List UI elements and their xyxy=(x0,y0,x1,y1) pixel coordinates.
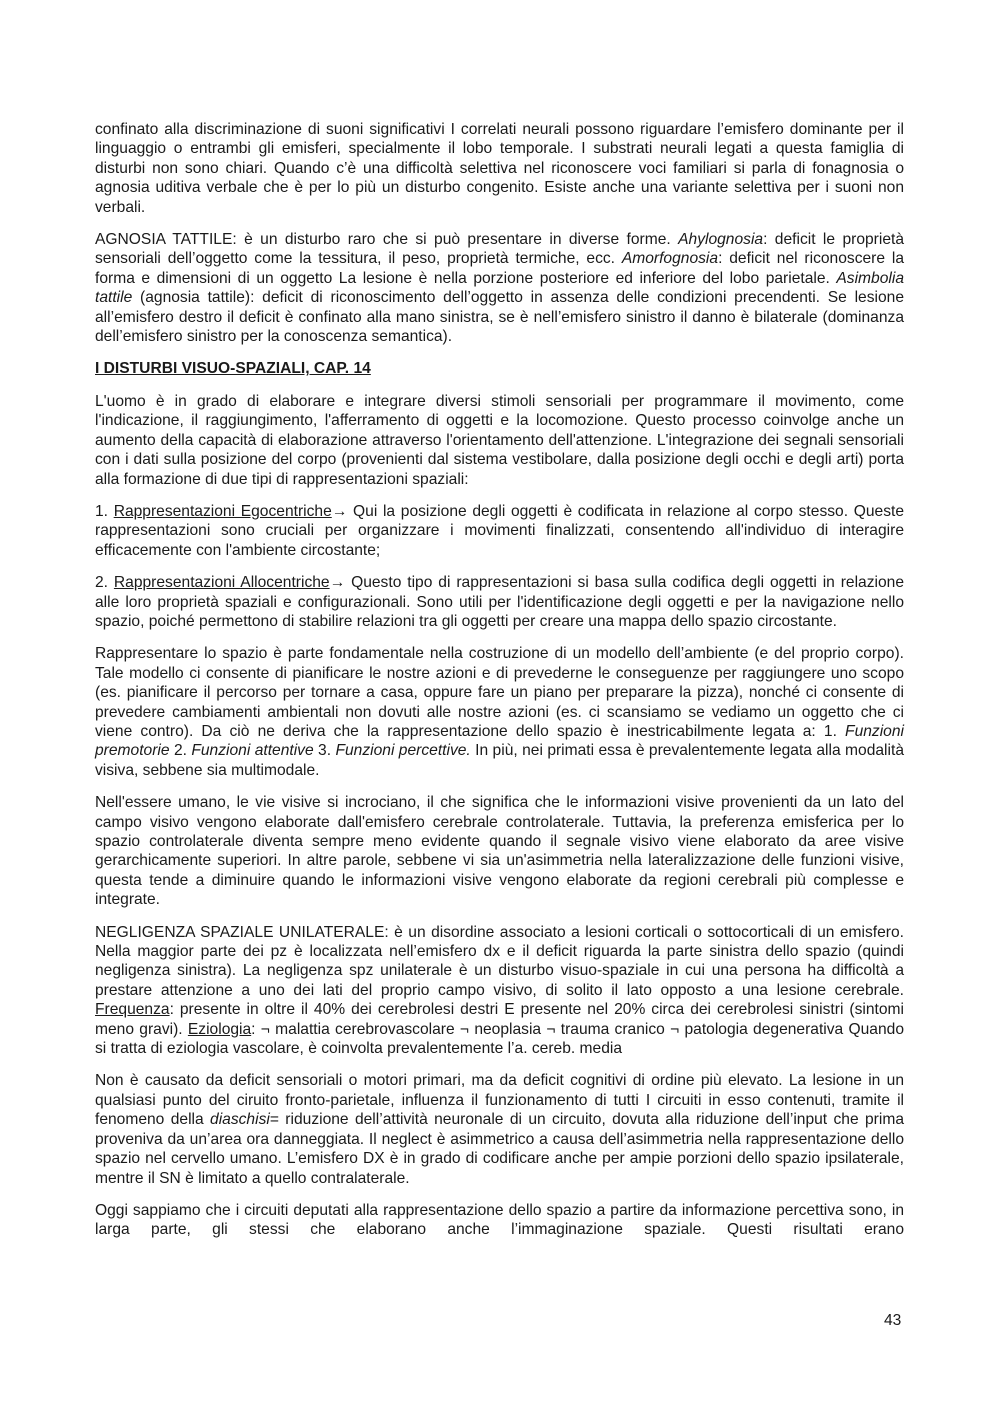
paragraph-tactile-agnosia xyxy=(95,230,904,346)
term-diaschisi: diaschisi xyxy=(210,1111,270,1129)
text-run: Rappresentare lo spazio è parte fondamentale nella costruzione di un modello dell’ambiente (e del proprio corpo). Tale modello ci consente di pianificare le nostre azioni e di prevederne le conseguenze per raggiungere uno scopo (es. pianificare il percorso per tornare a casa, oppure fare un piano per preparare la pizza), nonché ci consente di prevedere cambiamenti ambientali non dovuti alle nostre azioni (es. ci scansiamo se vediamo un oggetto che ci viene contro). Da ciò ne deriva che la rappresentazione dello spazio è inestricabilmente legata a: 1. xyxy=(95,645,904,740)
paragraph-diaschisi xyxy=(95,1071,904,1187)
page-number: 43 xyxy=(884,1312,902,1329)
text-run: Qui la posizione degli oggetti è codificata in relazione al corpo stesso. Queste rappresentazioni sono cruciali per organizzare i movimenti finalizzati, consentendo all'individuo di interagire efficacemente con l'ambiente circostante; xyxy=(95,502,904,559)
text-run: : ¬ malattia cerebrovascolare ¬ neoplasia ¬ trauma cranico ¬ patologia degenerativa Quando si tratta di eziologia vascolare, è coinvolta prevalentemente l’a. cereb. media xyxy=(95,1020,904,1058)
term-allocentric: Rappresentazioni Allocentriche xyxy=(113,574,330,592)
term-ahylognosia: Ahylognosia xyxy=(678,231,764,249)
paragraph-space-representation xyxy=(95,644,904,780)
text-run: (agnosia tattile): deficit di riconoscimento dell’oggetto in assenza delle condizioni precendenti. Se lesione all’emisfero destro il deficit è confinato alla mano sinistra, se è nell’emisfero sinistro il danno è bilaterale (dominanza dell’emisfero sinistro per la conoscenza semantica). xyxy=(95,289,904,346)
text-run: : deficit le proprietà sensoriali dell’oggetto come la tessitura, il peso, proprietà termiche, ecc. xyxy=(95,231,904,268)
text-run: 3. xyxy=(313,742,336,760)
term-egocentric: Rappresentazioni Egocentriche xyxy=(113,502,332,520)
text-run: 2. xyxy=(169,742,192,760)
term-premotor: Funzioni premotorie xyxy=(95,722,904,760)
term-asimbolia-tattile: Asimbolia tattile xyxy=(95,269,904,307)
paragraph-auditory-agnosia: confinato alla discriminazione di suoni significativi I correlati neurali possono riguardare l’emisfero dominante per il linguaggio o entrambi gli emisferi, specialmente il lobo temporale. I substrati neurali legati a questa famiglia di disturbi non sono chiari. Quando c’è una difficoltà selettiva nel riconoscere voci familiari si parla di fonagnosia o agnosia uditiva verbale che è per lo più un disturbo congenito. Esiste anche una variante selettiva per i suoni non verbali. xyxy=(95,121,904,216)
section-heading: I DISTURBI VISUO-SPAZIALI, CAP. 14 xyxy=(95,360,371,378)
text-run: In più, nei primati essa è prevalentemente legata alla modalità visiva, sebbene sia multimodale. xyxy=(95,742,904,779)
list-number: 1. xyxy=(95,502,114,520)
term-perceptive: Funzioni percettive. xyxy=(335,742,471,760)
text-run: : presente in oltre il 40% dei cerebrolesi destri E presente nel 20% circa dei cerebrolesi sinistri (sintomi meno gravi). xyxy=(95,1001,904,1038)
term-frequenza: Frequenza xyxy=(95,1001,170,1019)
text-run: Non è causato da deficit sensoriali o motori primari, ma da deficit cognitivi di ordine più elevato. La lesione in un qualsiasi punto del ciruito fronto-parietale, influenza il funzionamento di tutti I circuiti in esso contenuti, tramite il fenomeno della xyxy=(95,1072,904,1129)
arrow-icon: → xyxy=(329,574,346,592)
term-eziologia: Eziologia xyxy=(187,1020,252,1038)
paragraph-sensory-integration: L'uomo è in grado di elaborare e integrare diversi stimoli sensoriali per programmare il movimento, come l'indicazione, il raggiungimento, l'afferramento di oggetti e la locomozione. Questo processo coinvolge anche un aumento della capacità di elaborazione attraverso l'orientamento dell'attenzione. L'integrazione dei segnali sensoriali con i dati sulla posizione del corpo (provenienti dal sistema vestibolare, dalla posizione degli occhi e degli arti) porta alla formazione di due tipi di rappresentazioni spaziali: xyxy=(95,392,904,488)
list-number: 2. xyxy=(95,574,114,592)
paragraph-spatial-imagination: Oggi sappiamo che i circuiti deputati alla rappresentazione dello spazio a partire da informazione percettiva sono, in larga parte, gli stessi che elaborano anche l’immaginazione spaziale. Questi risultati erano xyxy=(95,1201,904,1239)
paragraph-visual-pathways: Nell'essere umano, le vie visive si incrociano, il che significa che le informazioni visive provenienti da un lato del campo visivo vengono elaborate dall'emisfero cerebrale controlaterale. Tuttavia, la preferenza emisferica per lo spazio controlaterale diventa sempre meno evidente quando il segnale visivo viene elaborato da aree visive gerarchicamente superiori. In altre parole, sebbene vi sia un'asimmetria nella lateralizzazione delle funzioni visive, questa tende a diminuire quando le informazioni visive vengono elaborate da regioni cerebrali più complesse e integrate. xyxy=(95,794,904,909)
paragraph-neglect xyxy=(95,923,904,1059)
text-run: AGNOSIA TATTILE: è un disturbo raro che si può presentare in diverse forme. xyxy=(95,231,679,249)
list-item-allocentric xyxy=(95,573,904,631)
text-run: = riduzione dell’attività neuronale di un circuito, dovuta alla riduzione dell’input che prima proveniva da un’area ora danneggiata. Il neglect è asimmetrico a causa dell’asimmetria nella rappresentazione dello spazio nel cervello umano. L’emisfero DX è in grado di codificare anche per ampie porzioni dello spazio ipsilaterale, mentre il SN è limitato a quello contralaterale. xyxy=(95,1111,904,1187)
term-attentive: Funzioni attentive xyxy=(191,742,314,760)
term-amorfognosia: Amorfognosia xyxy=(621,250,719,268)
text-run: : deficit nel riconoscere la forma e dimensioni di un oggetto La lesione è nella porzione posteriore ed inferiore del lobo parietale. xyxy=(95,250,905,287)
text-run: Questo tipo di rappresentazioni si basa sulla codifica degli oggetti in relazione alle loro proprietà spaziali e configurazionali. Sono utili per l'identificazione degli oggetti e per la navigazione nello spazio, poiché permettono di stabilire relazioni tra gli oggetti per creare una mappa dello spazio circostante. xyxy=(95,574,905,630)
text-run: NEGLIGENZA SPAZIALE UNILATERALE: è un disordine associato a lesioni corticali o sottocorticali di un emisfero. Nella maggior parte dei pz è localizzata nell’emisfero dx e il deficit riguarda la parte sinistra dello spazio (quindi negligenza sinistra). La negligenza spz unilaterale è un disturbo visuo-spaziale in cui una persona ha difficoltà a prestare attenzione a uno dei lati del proprio campo visivo, di solito il lato opposto a una lesione cerebrale. xyxy=(95,923,904,999)
list-item-egocentric xyxy=(95,502,904,560)
arrow-icon: → xyxy=(331,502,348,520)
document-page xyxy=(95,120,904,1240)
